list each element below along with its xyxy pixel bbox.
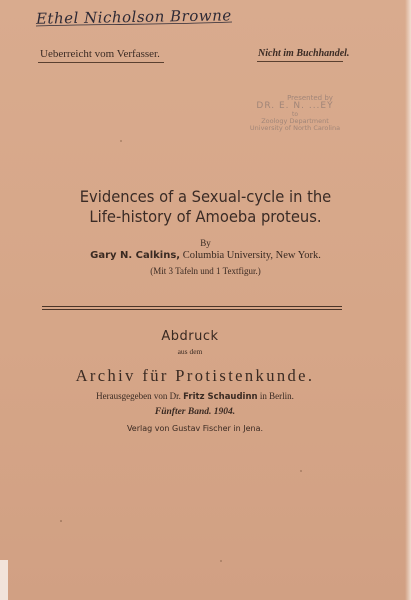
editor-suffix: in Berlin. <box>257 391 294 401</box>
title-line: Life-history of Amoeba proteus. <box>89 207 322 226</box>
paper-speck <box>220 560 222 562</box>
handwritten-signature: Ethel Nicholson Browne <box>35 6 232 28</box>
by-label: By <box>200 238 211 248</box>
page-corner <box>0 560 8 600</box>
editor-name: Fritz Schaudinn <box>183 392 258 402</box>
stamp-line: Zoology Department <box>261 117 329 125</box>
abdruck-heading: Abdruck <box>161 329 219 344</box>
header-right-note: Nicht im Buchhandel. <box>258 48 350 59</box>
title-line: Evidences of a Sexual-cycle in the <box>79 187 332 206</box>
volume-line: Fünfter Band. 1904. <box>154 407 236 417</box>
journal-title: Archiv für Protistenkunde. <box>75 366 315 385</box>
stamp-line: DR. E. N. ...EY <box>256 101 334 111</box>
stamp-line: University of North Carolina <box>249 124 341 132</box>
paper-speck <box>120 140 122 142</box>
plates-note: (Mit 3 Tafeln und 1 Textfigur.) <box>150 266 261 276</box>
author-affiliation: Columbia University, New York. <box>180 250 321 261</box>
stamp-line: Presented by <box>287 94 333 102</box>
paper-speck <box>300 470 302 472</box>
paper-speck <box>60 520 62 522</box>
publisher-line: Verlag von Gustav Fischer in Jena. <box>126 424 264 433</box>
presentation-stamp <box>240 94 350 132</box>
double-rule-divider <box>42 306 342 310</box>
stamp-line: to <box>291 111 299 118</box>
editor-prefix: Herausgegeben von Dr. <box>96 391 184 401</box>
header-right-rule <box>257 61 343 62</box>
author-name: Gary N. Calkins, <box>90 250 181 261</box>
page-edge <box>405 0 411 600</box>
editor-line <box>0 391 390 402</box>
header-left-note: Ueberreicht vom Verfasser. <box>40 48 160 60</box>
document-title <box>35 187 376 227</box>
header-left-rule <box>38 62 164 63</box>
aus-dem-label: aus dem <box>177 347 203 356</box>
author-line <box>0 250 411 261</box>
